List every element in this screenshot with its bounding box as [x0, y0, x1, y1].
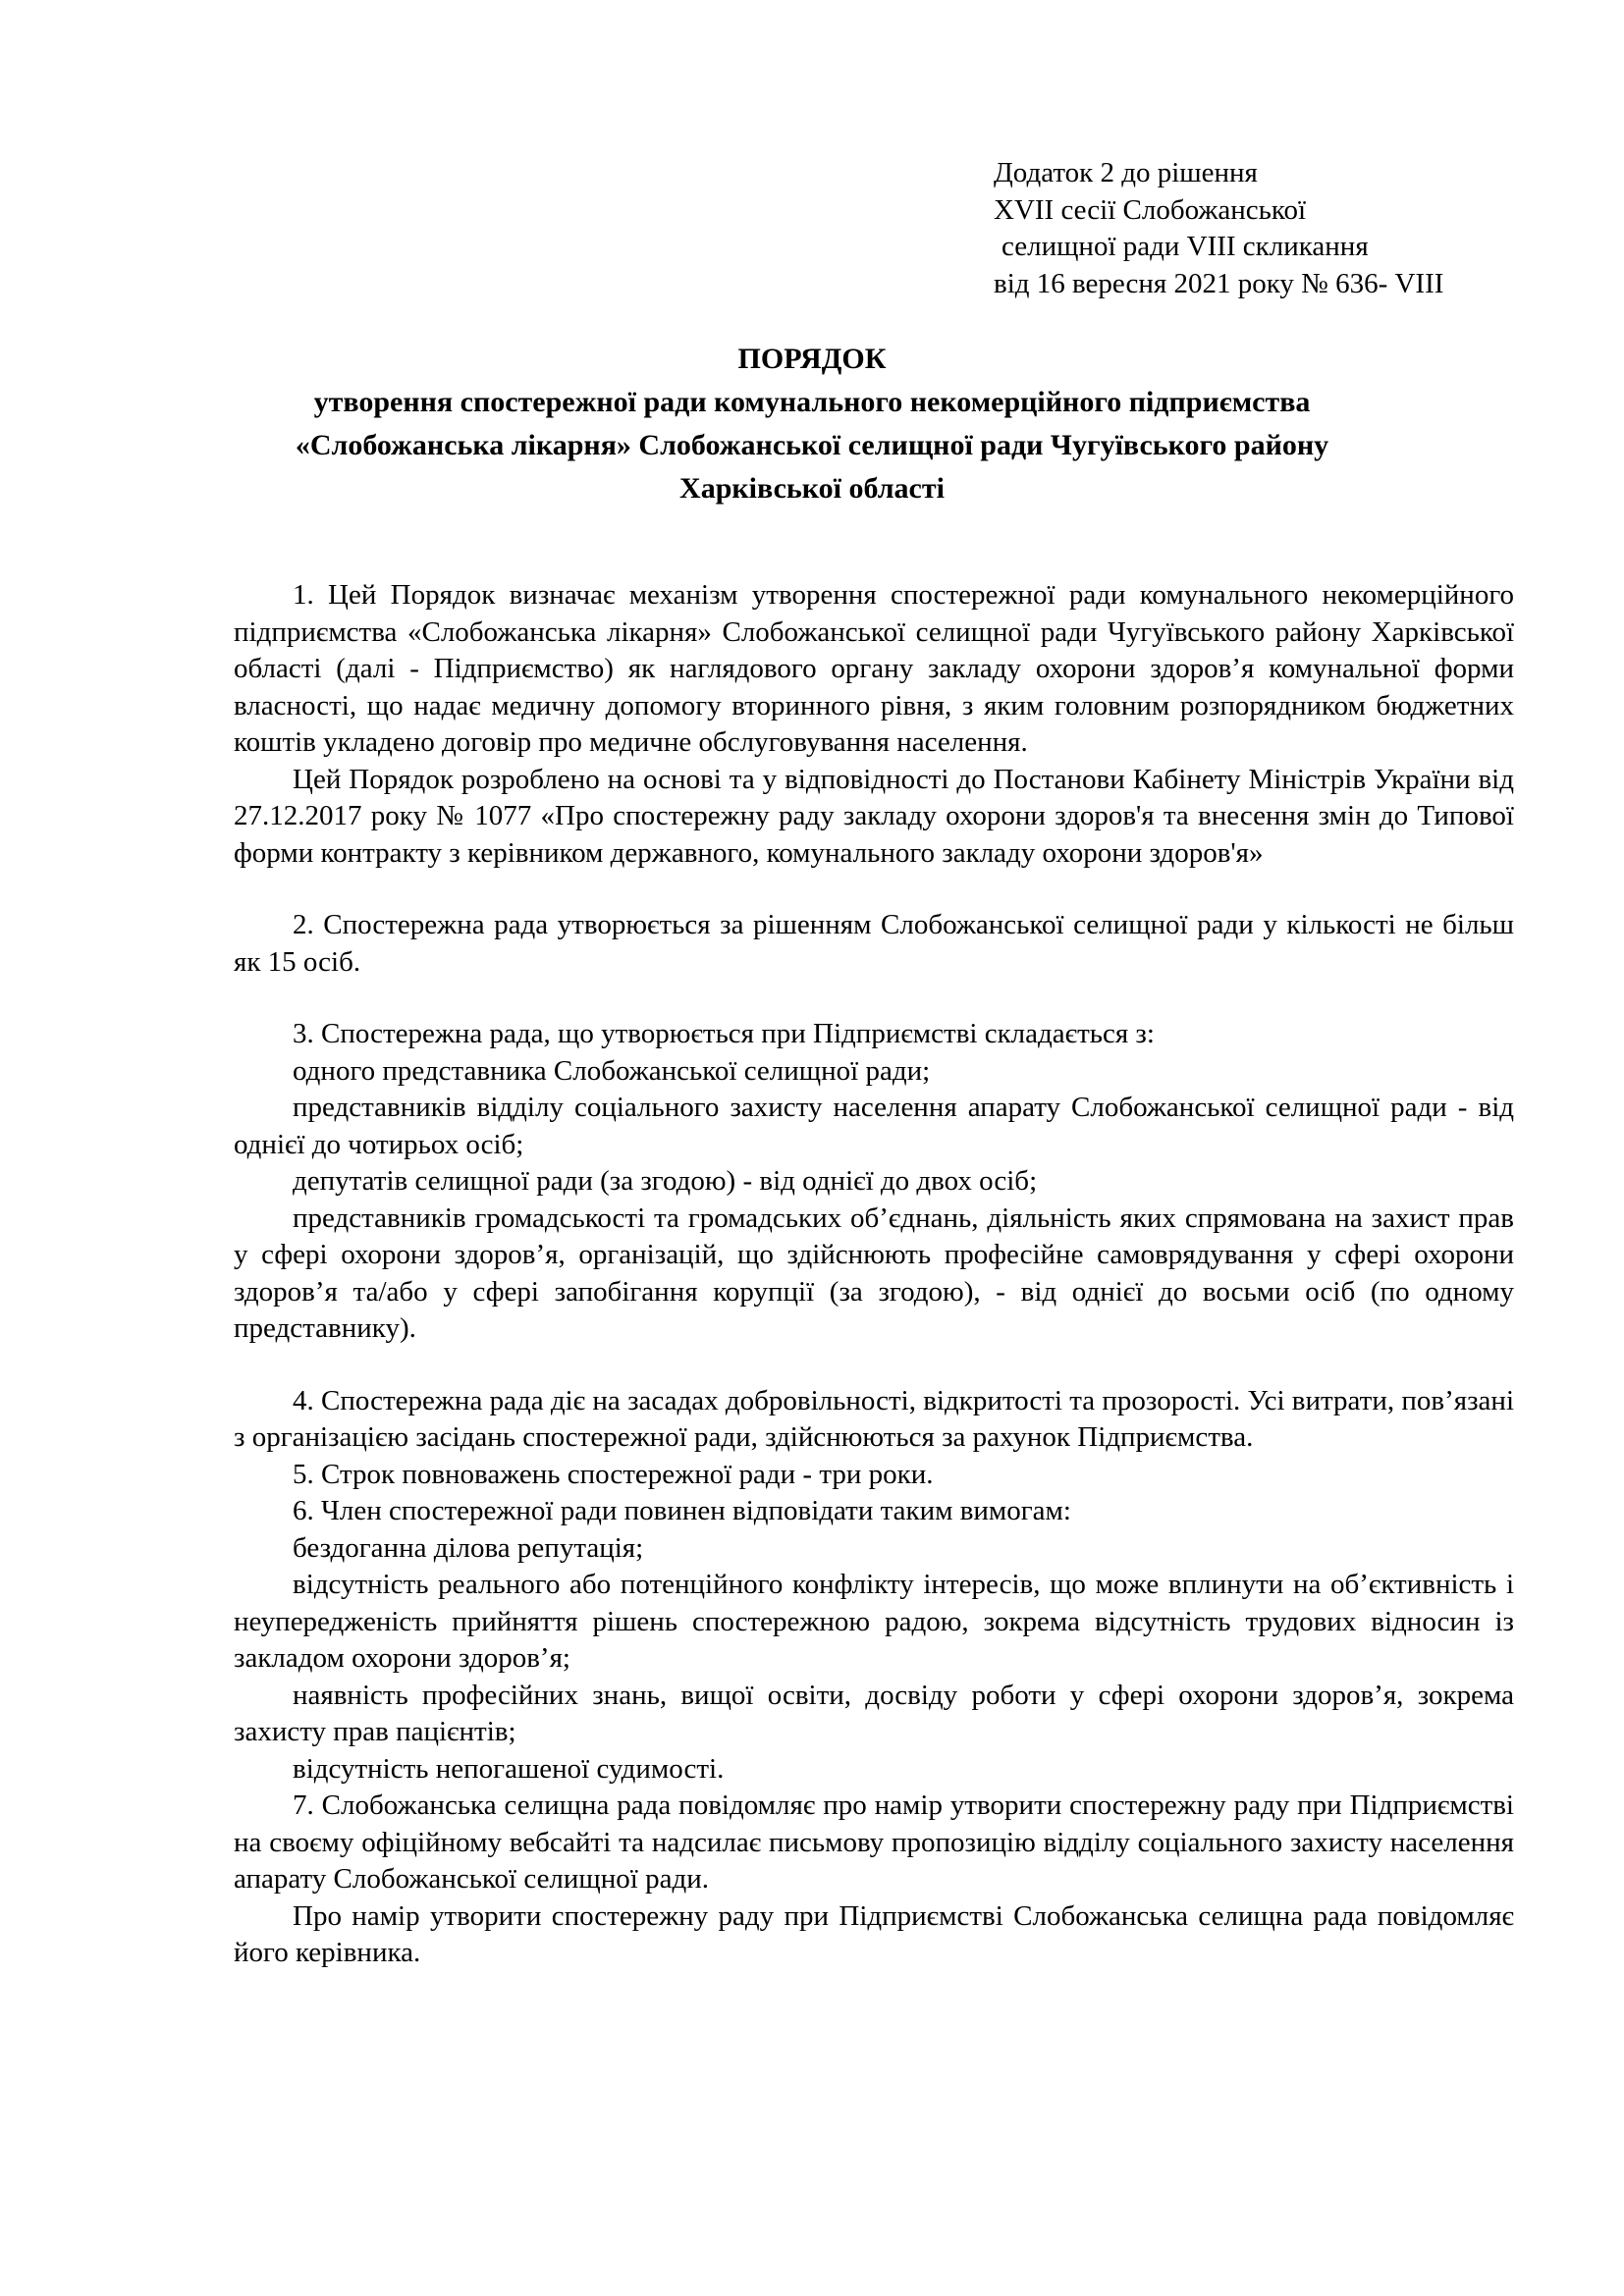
paragraph-4: 4. Спостережна рада діє на засадах добровільності, відкритості та прозорості. Усі витрати, пов’язані з організацією засідань спостережної ради, здійснюються за рахунок Підприємства.: [234, 1384, 1514, 1453]
appendix-line: Додаток 2 до рішення: [994, 157, 1258, 188]
paragraph-3-item: одного представника Слобожанської селищної ради;: [293, 1054, 931, 1087]
paragraph-6-item: відсутність реального або потенційного конфлікту інтересів, що може вплинути на об’єктивність і неупередженість прийняття рішень спостережною радою, зокрема відсутність трудових відносин із закладом охорони здоров’я;: [234, 1569, 1514, 1674]
paragraph-6-item: наявність професійних знань, вищої освіти, досвіду роботи у сфері охорони здоров’я, зокрема захисту прав пацієнтів;: [234, 1679, 1514, 1747]
paragraph-2: 2. Спостережна рада утворюється за рішенням Слобожанської селищної ради у кількості не більш як 15 осіб.: [234, 909, 1514, 978]
paragraph-7-notice: Про намір утворити спостережну раду при Підприємстві Слобожанська селищна рада повідомляє його керівника.: [234, 1899, 1514, 1968]
appendix-header: [994, 155, 1583, 302]
title-subline: Харківської області: [679, 472, 945, 505]
paragraph-6: 6. Член спостережної ради повинен відповідати таким вимогам:: [293, 1495, 1071, 1526]
title-subline: утворення спостережної ради комунального некомерційного підприємства: [313, 386, 1311, 418]
appendix-date-line: від 16 вересня 2021 року № 636- VIII: [994, 267, 1444, 299]
title-subline: «Слобожанська лікарня» Слобожанської селищної ради Чугуївського району: [295, 429, 1329, 461]
paragraph-1: 1. Цей Порядок визначає механізм утворення спостережної ради комунального некомерційного підприємства «Слобожанська лікарня» Слобожанської селищної ради Чугуївського району Харківської області (далі - Підприємство) як наглядового органу закладу охорони здоров’я комунальної форми власності, що надає медичну допомогу вторинного рівня, з яким головним розпорядником бюджетних коштів укладено договір про медичне обслуговування населення.: [234, 579, 1514, 758]
paragraph-7: 7. Слобожанська селищна рада повідомляє про намір утворити спостережну раду при Підприємстві на своєму офіційному вебсайті та надсилає письмову пропозицію відділу соціального захисту населення апарату Слобожанської селищної ради.: [234, 1789, 1514, 1895]
paragraph-6-item: відсутність непогашеної судимості.: [293, 1752, 725, 1785]
appendix-session-line: XVII сесії Слобожанської: [994, 193, 1307, 226]
paragraph-3-item: депутатів селищної ради (за згодою) - від однієї до двох осіб;: [293, 1165, 1038, 1197]
title-heading: ПОРЯДОК: [737, 343, 887, 375]
paragraph-6-item: бездоганна ділова репутація;: [293, 1531, 644, 1564]
document-body: [234, 577, 1514, 1972]
paragraph-3-item: представників відділу соціального захисту населення апарату Слобожанської селищної ради - від однієї до чотирьох осіб;: [234, 1092, 1514, 1160]
document-title: [157, 338, 1467, 510]
paragraph-3: 3. Спостережна рада, що утворюється при Підприємстві складається з:: [293, 1018, 1155, 1049]
paragraph-3-item: представників громадськості та громадських об’єднань, діяльність яких спрямована на захист прав у сфері охорони здоров’я, організацій, що здійснюють професійне самоврядування у сфері охорони здоров’я та/або у сфері запобігання корупції (за згодою), - від однієї до восьми осіб (по одному представнику).: [234, 1201, 1514, 1344]
paragraph-5: 5. Строк повноважень спостережної ради - три роки.: [293, 1458, 934, 1490]
appendix-council-line: селищної ради VIII скликання: [1001, 231, 1369, 263]
paragraph-1-basis: Цей Порядок розроблено на основі та у відповідності до Постанови Кабінету Міністрів України від 27.12.2017 року № 1077 «Про спостережну раду закладу охорони здоров'я та внесення змін до Типової форми контракту з керівником державного, комунального закладу охорони здоров'я»: [234, 763, 1514, 869]
